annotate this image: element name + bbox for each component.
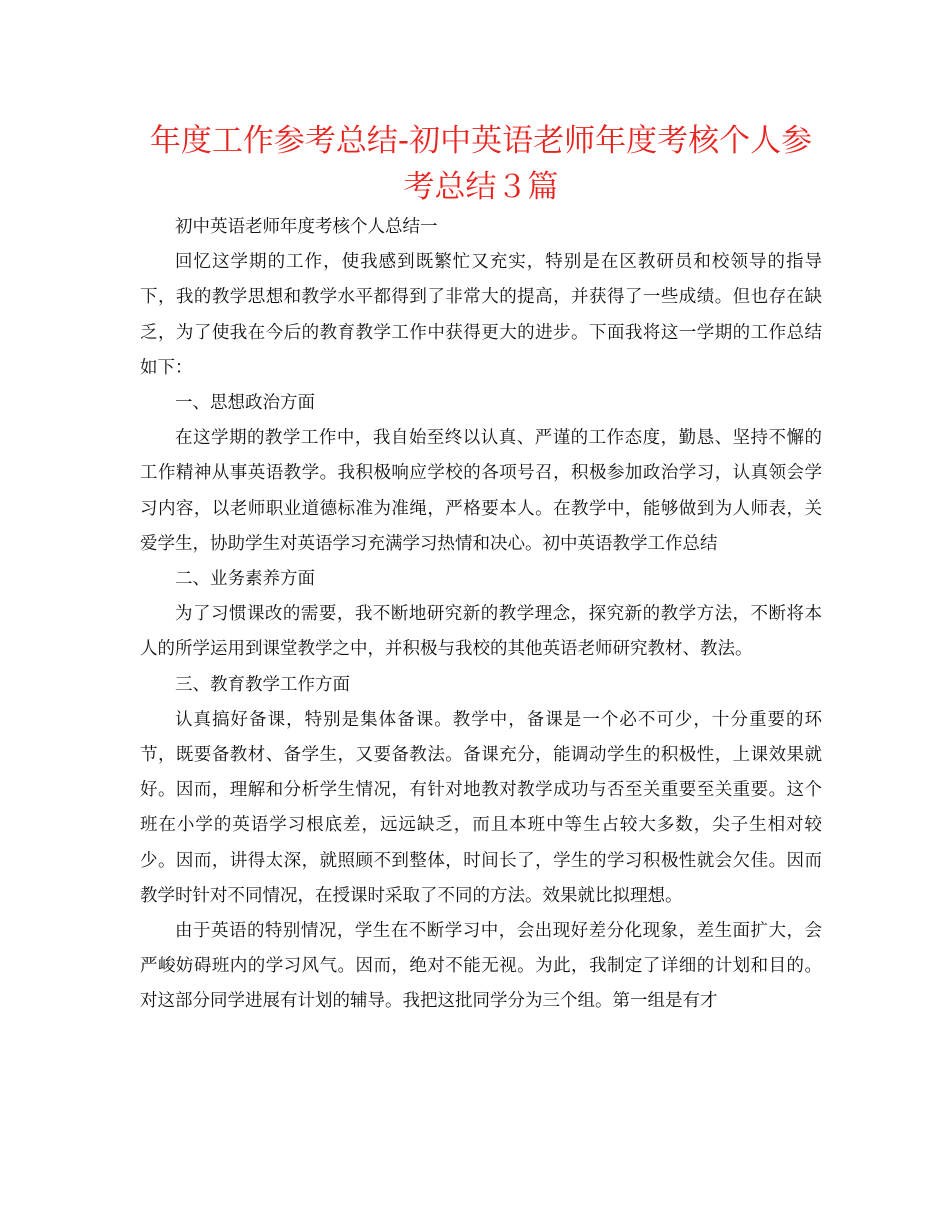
section-heading-political: 一、思想政治方面 bbox=[175, 393, 315, 414]
paragraph-teaching-students: 由于英语的特别情况，学生在不断学习中，会出现好差分化现象，差生面扩大，会严峻妨碍班内的学习风气。因而，绝对不能无视。为此，我制定了详细的计划和目的。对这部分同学进展有计划的辅导。我把这批同学分为三个组。第一组是有才 bbox=[140, 921, 822, 1012]
section-heading-professional: 二、业务素养方面 bbox=[175, 569, 315, 590]
document-title: 年度工作参考总结-初中英语老师年度考核个人参考总结３篇 bbox=[149, 123, 813, 205]
paragraph-professional: 为了习惯课改的需要，我不断地研究新的教学理念，探究新的教学方法，不断将本人的所学运用到课堂教学之中，并积极与我校的其他英语老师研究教材、教法。 bbox=[140, 604, 822, 660]
section-heading-summary-one: 初中英语老师年度考核个人总结一 bbox=[175, 217, 438, 237]
paragraph-intro: 回忆这学期的工作，使我感到既繁忙又充实，特别是在区教研员和校领导的指导下，我的教学思想和教学水平都得到了非常大的提高，并获得了一些成绩。但也存在缺乏，为了使我在今后的教育教学工作中获得更大的进步。下面我将这一学期的工作总结如下： bbox=[140, 252, 822, 378]
paragraph-teaching-prep: 认真搞好备课，特别是集体备课。教学中，备课是一个必不可少，十分重要的环节，既要备教材、备学生，又要备教法。备课充分，能调动学生的积极性，上课效果就好。因而，理解和分析学生情况，有针对地教对教学成功与否至关重要至关重要。这个班在小学的英语学习根底差，远远缺乏，而且本班中等生占较大多数，尖子生相对较少。因而，讲得太深，就照顾不到整体，时间长了，学生的学习积极性就会欠佳。因而教学时针对不同情况，在授课时采取了不同的方法。效果就比拟理想。 bbox=[140, 709, 822, 906]
paragraph-political: 在这学期的教学工作中，我自始至终以认真、严谨的工作态度，勤恳、坚持不懈的工作精神从事英语教学。我积极响应学校的各项号召，积极参加政治学习，认真领会学习内容，以老师职业道德标准为准绳，严格要本人。在教学中，能够做到为人师表，关爱学生，协助学生对英语学习充满学习热情和决心。初中英语教学工作总结 bbox=[140, 428, 822, 554]
section-heading-teaching: 三、教育教学工作方面 bbox=[175, 674, 350, 695]
document-body bbox=[140, 210, 822, 1020]
